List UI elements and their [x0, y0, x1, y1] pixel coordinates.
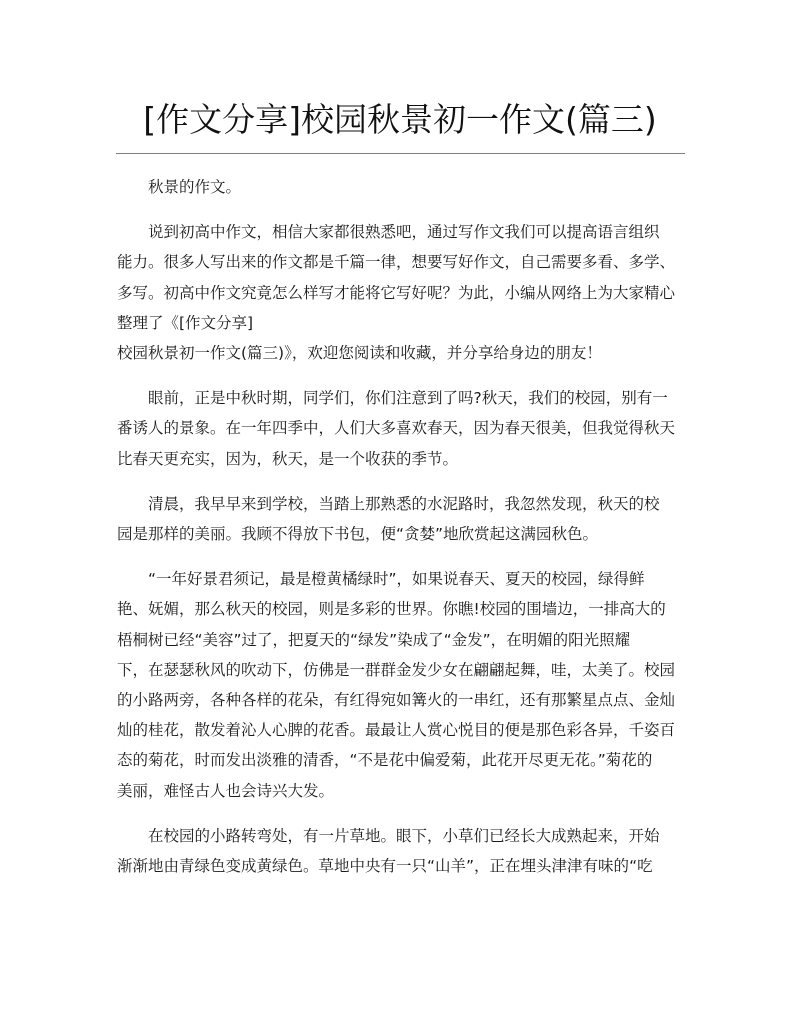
- paragraph: [117, 489, 687, 549]
- paragraph-line: 眼前，正是中秋时期，同学们，你们注意到了吗?秋天，我们的校园，别有一: [148, 389, 668, 408]
- paragraph-line: 的小路两旁，各种各样的花朵，有红得宛如篝火的一串红，还有那繁星点点、金灿: [117, 691, 676, 710]
- paragraph-line: 多写。初高中作文究竟怎么样写才能将它写好呢？为此，小编从网络上为大家精心: [117, 283, 676, 302]
- paragraph-line: 说到初高中作文，相信大家都很熟悉吧，通过写作文我们可以提高语言组织: [148, 223, 660, 242]
- paragraph-line: 渐渐地由青绿色变成黄绿色。草地中央有一只“山羊”，正在埋头津津有味的“吃: [117, 857, 653, 876]
- paragraph-line: 在校园的小路转弯处，有一片草地。眼下，小草们已经长大成熟起来，开始: [148, 826, 660, 845]
- paragraph-line: 园是那样的美丽。我顾不得放下书包，便“贪婪”地欣赏起这满园秋色。: [117, 525, 599, 544]
- paragraph: [117, 172, 687, 202]
- paragraph-line: 梧桐树已经“美容”过了，把夏天的“绿发”染成了“金发”，在明媚的阳光照耀: [117, 630, 631, 649]
- paragraph-line: 番诱人的景象。在一年四季中，人们大多喜欢春天，因为春天很美，但我觉得秋天: [117, 419, 676, 438]
- paragraph: [117, 821, 687, 881]
- document-body: [117, 172, 687, 896]
- paragraph-line: 美丽，难怪古人也会诗兴大发。: [117, 781, 335, 800]
- paragraph-line: 下，在瑟瑟秋风的吹动下，仿佛是一群群金发少女在翩翩起舞，哇，太美了。校园: [117, 660, 676, 679]
- paragraph-line: 能力。很多人写出来的作文都是千篇一律，想要写好作文，自己需要多看、多学、: [117, 253, 676, 272]
- paragraph: [117, 383, 687, 474]
- paragraph-line: 比春天更充实，因为，秋天，是一个收获的季节。: [117, 449, 459, 468]
- paragraph-line: 整理了《[作文分享]: [117, 313, 254, 332]
- document-title: [作文分享]校园秋景初一作文(篇三): [143, 100, 657, 139]
- paragraph-line: 艳、妩媚，那么秋天的校园，则是多彩的世界。你瞧!校园的围墙边，一排高大的: [117, 600, 666, 619]
- paragraph-line: 清晨，我早早来到学校，当踏上那熟悉的水泥路时，我忽然发现，秋天的校: [148, 494, 660, 513]
- paragraph-line: “一年好景君须记，最是橙黄橘绿时”，如果说春天、夏天的校园，绿得鲜: [148, 570, 645, 589]
- paragraph-line: 态的菊花，时而发出淡雅的清香，“不是花中偏爱菊，此花开尽更无花。”菊花的: [117, 751, 653, 770]
- paragraph: [117, 564, 687, 806]
- paragraph-line: 秋景的作文。: [148, 178, 242, 196]
- paragraph-line: 校园秋景初一作文(篇三)》，欢迎您阅读和收藏，并分享给身边的朋友！: [117, 344, 602, 363]
- paragraph-line: 灿的桂花，散发着沁人心脾的花香。最最让人赏心悦目的便是那色彩各异，千姿百: [117, 721, 676, 740]
- paragraph: [117, 217, 687, 368]
- title-divider: [116, 153, 685, 154]
